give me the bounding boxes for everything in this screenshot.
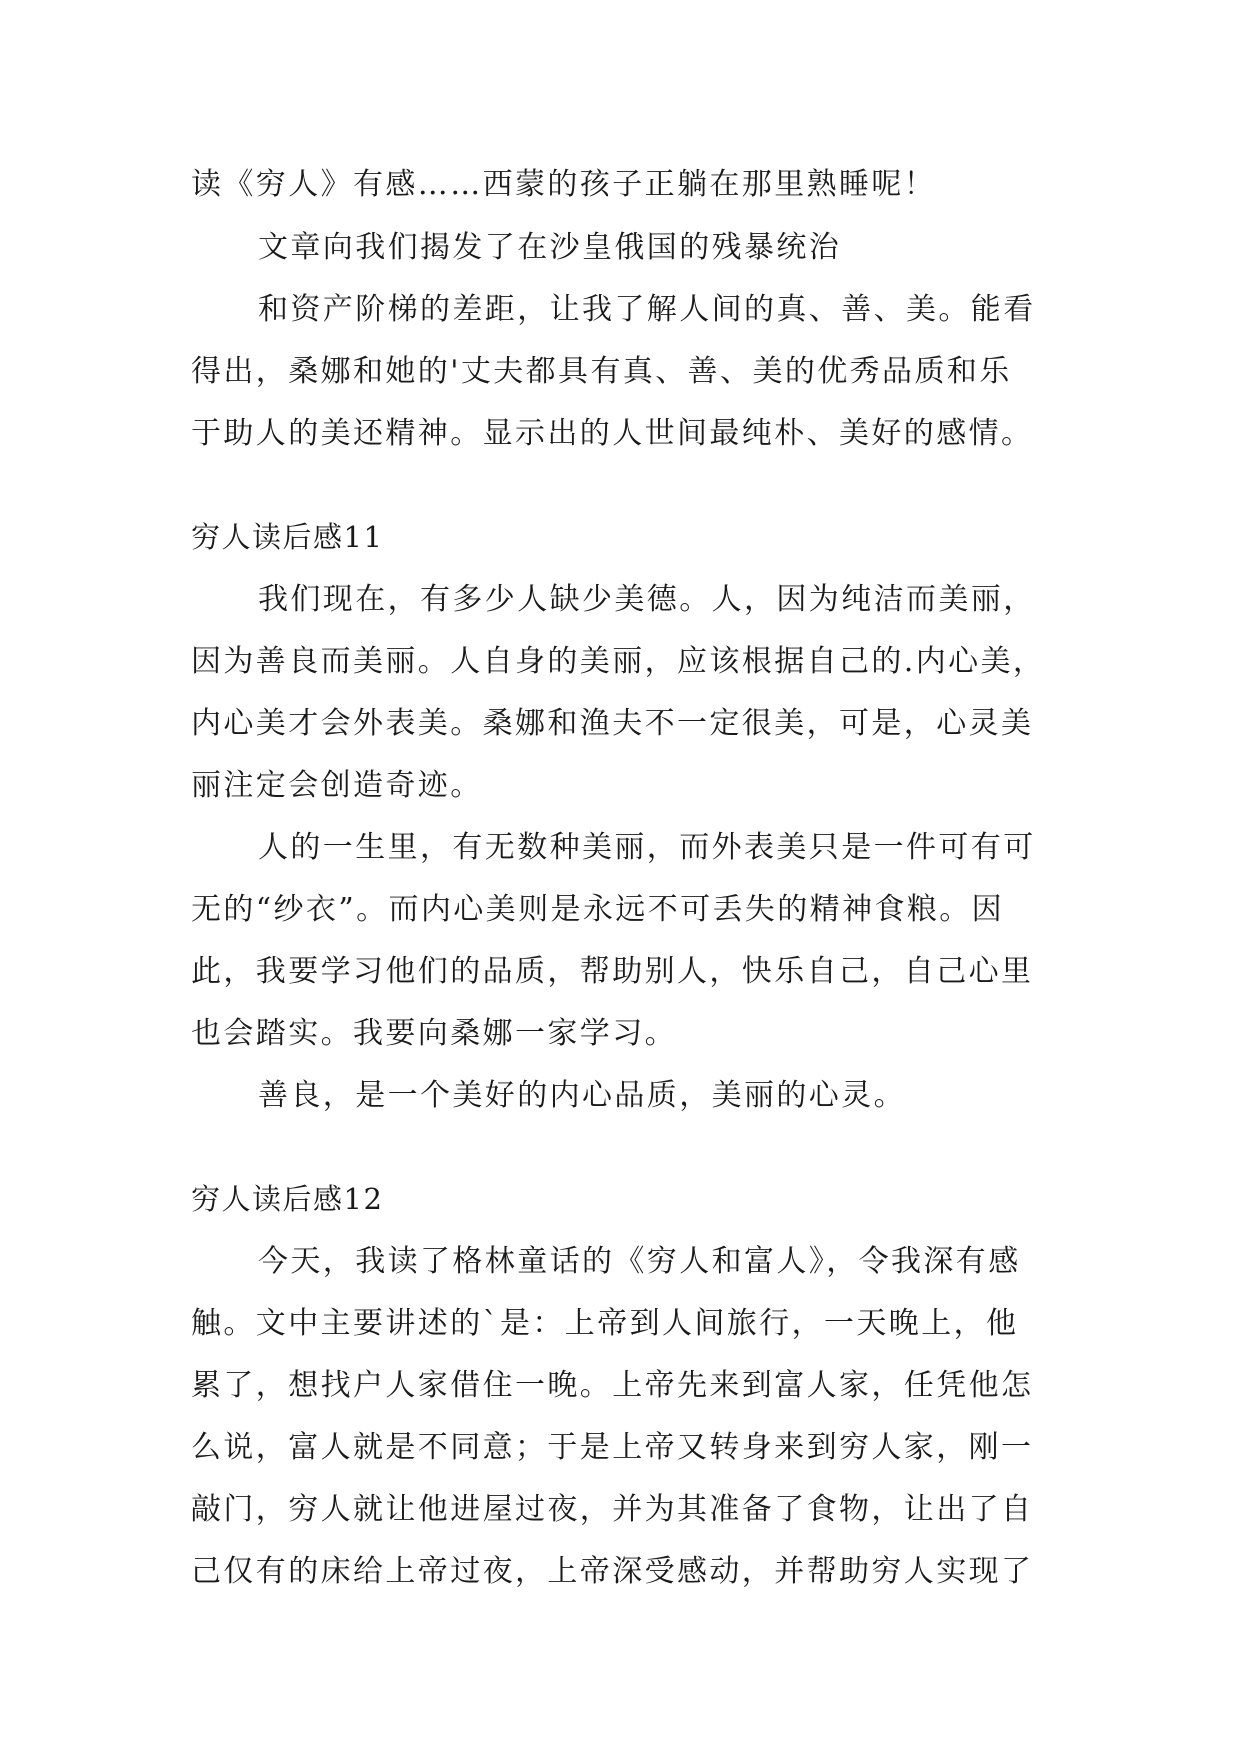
paragraph-line: 累了，想找户人家借住一晚。上帝先来到富人家，任凭他怎	[191, 1368, 1034, 1403]
paragraph-line: 么说，富人就是不同意；于是上帝又转身来到穷人家，刚一	[191, 1430, 1034, 1465]
paragraph-line: 于助人的美还精神。显示出的人世间最纯朴、美好的感情。	[191, 416, 1034, 451]
paragraph-line: 丽注定会创造奇迹。	[191, 768, 483, 803]
paragraph-line: 得出，桑娜和她的'丈夫都具有真、善、美的优秀品质和乐	[191, 354, 1012, 389]
paragraph-line: 今天，我读了格林童话的《穷人和富人》，令我深有感	[258, 1244, 1021, 1279]
paragraph-line: 无的“纱衣”。而内心美则是永远不可丢失的精神食粮。因	[191, 892, 1005, 927]
paragraph-line: 敲门，穷人就让他进屋过夜，并为其准备了食物，让出了自	[191, 1492, 1034, 1527]
paragraph-line: 读《穷人》有感……西蒙的孩子正躺在那里熟睡呢！	[191, 167, 937, 202]
paragraph-line: 因为善良而美丽。人自身的美丽，应该根据自己的.内心美，	[191, 644, 1046, 679]
paragraph-line: 人的一生里，有无数种美丽，而外表美只是一件可有可	[258, 830, 1036, 865]
paragraph-line: 触。文中主要讲述的`是：上帝到人间旅行，一天晚上，他	[191, 1306, 1019, 1341]
paragraph-line: 我们现在，有多少人缺少美德。人，因为纯洁而美丽，	[258, 582, 1036, 617]
paragraph-line: 也会踏实。我要向桑娜一家学习。	[191, 1016, 677, 1051]
paragraph-line: 和资产阶梯的差距，让我了解人间的真、善、美。能看	[258, 292, 1036, 327]
paragraph-line: 己仅有的床给上帝过夜，上帝深受感动，并帮助穷人实现了	[191, 1554, 1034, 1589]
paragraph-line: 文章向我们揭发了在沙皇俄国的残暴统治	[258, 230, 842, 265]
paragraph-line: 此，我要学习他们的品质，帮助别人，快乐自己，自己心里	[191, 954, 1034, 989]
paragraph-line: 内心美才会外表美。桑娜和渔夫不一定很美，可是，心灵美	[191, 706, 1034, 741]
section-heading: 穷人读后感12	[191, 1182, 384, 1216]
paragraph-line: 善良，是一个美好的内心品质，美丽的心灵。	[258, 1078, 906, 1113]
section-heading: 穷人读后感11	[191, 520, 384, 554]
